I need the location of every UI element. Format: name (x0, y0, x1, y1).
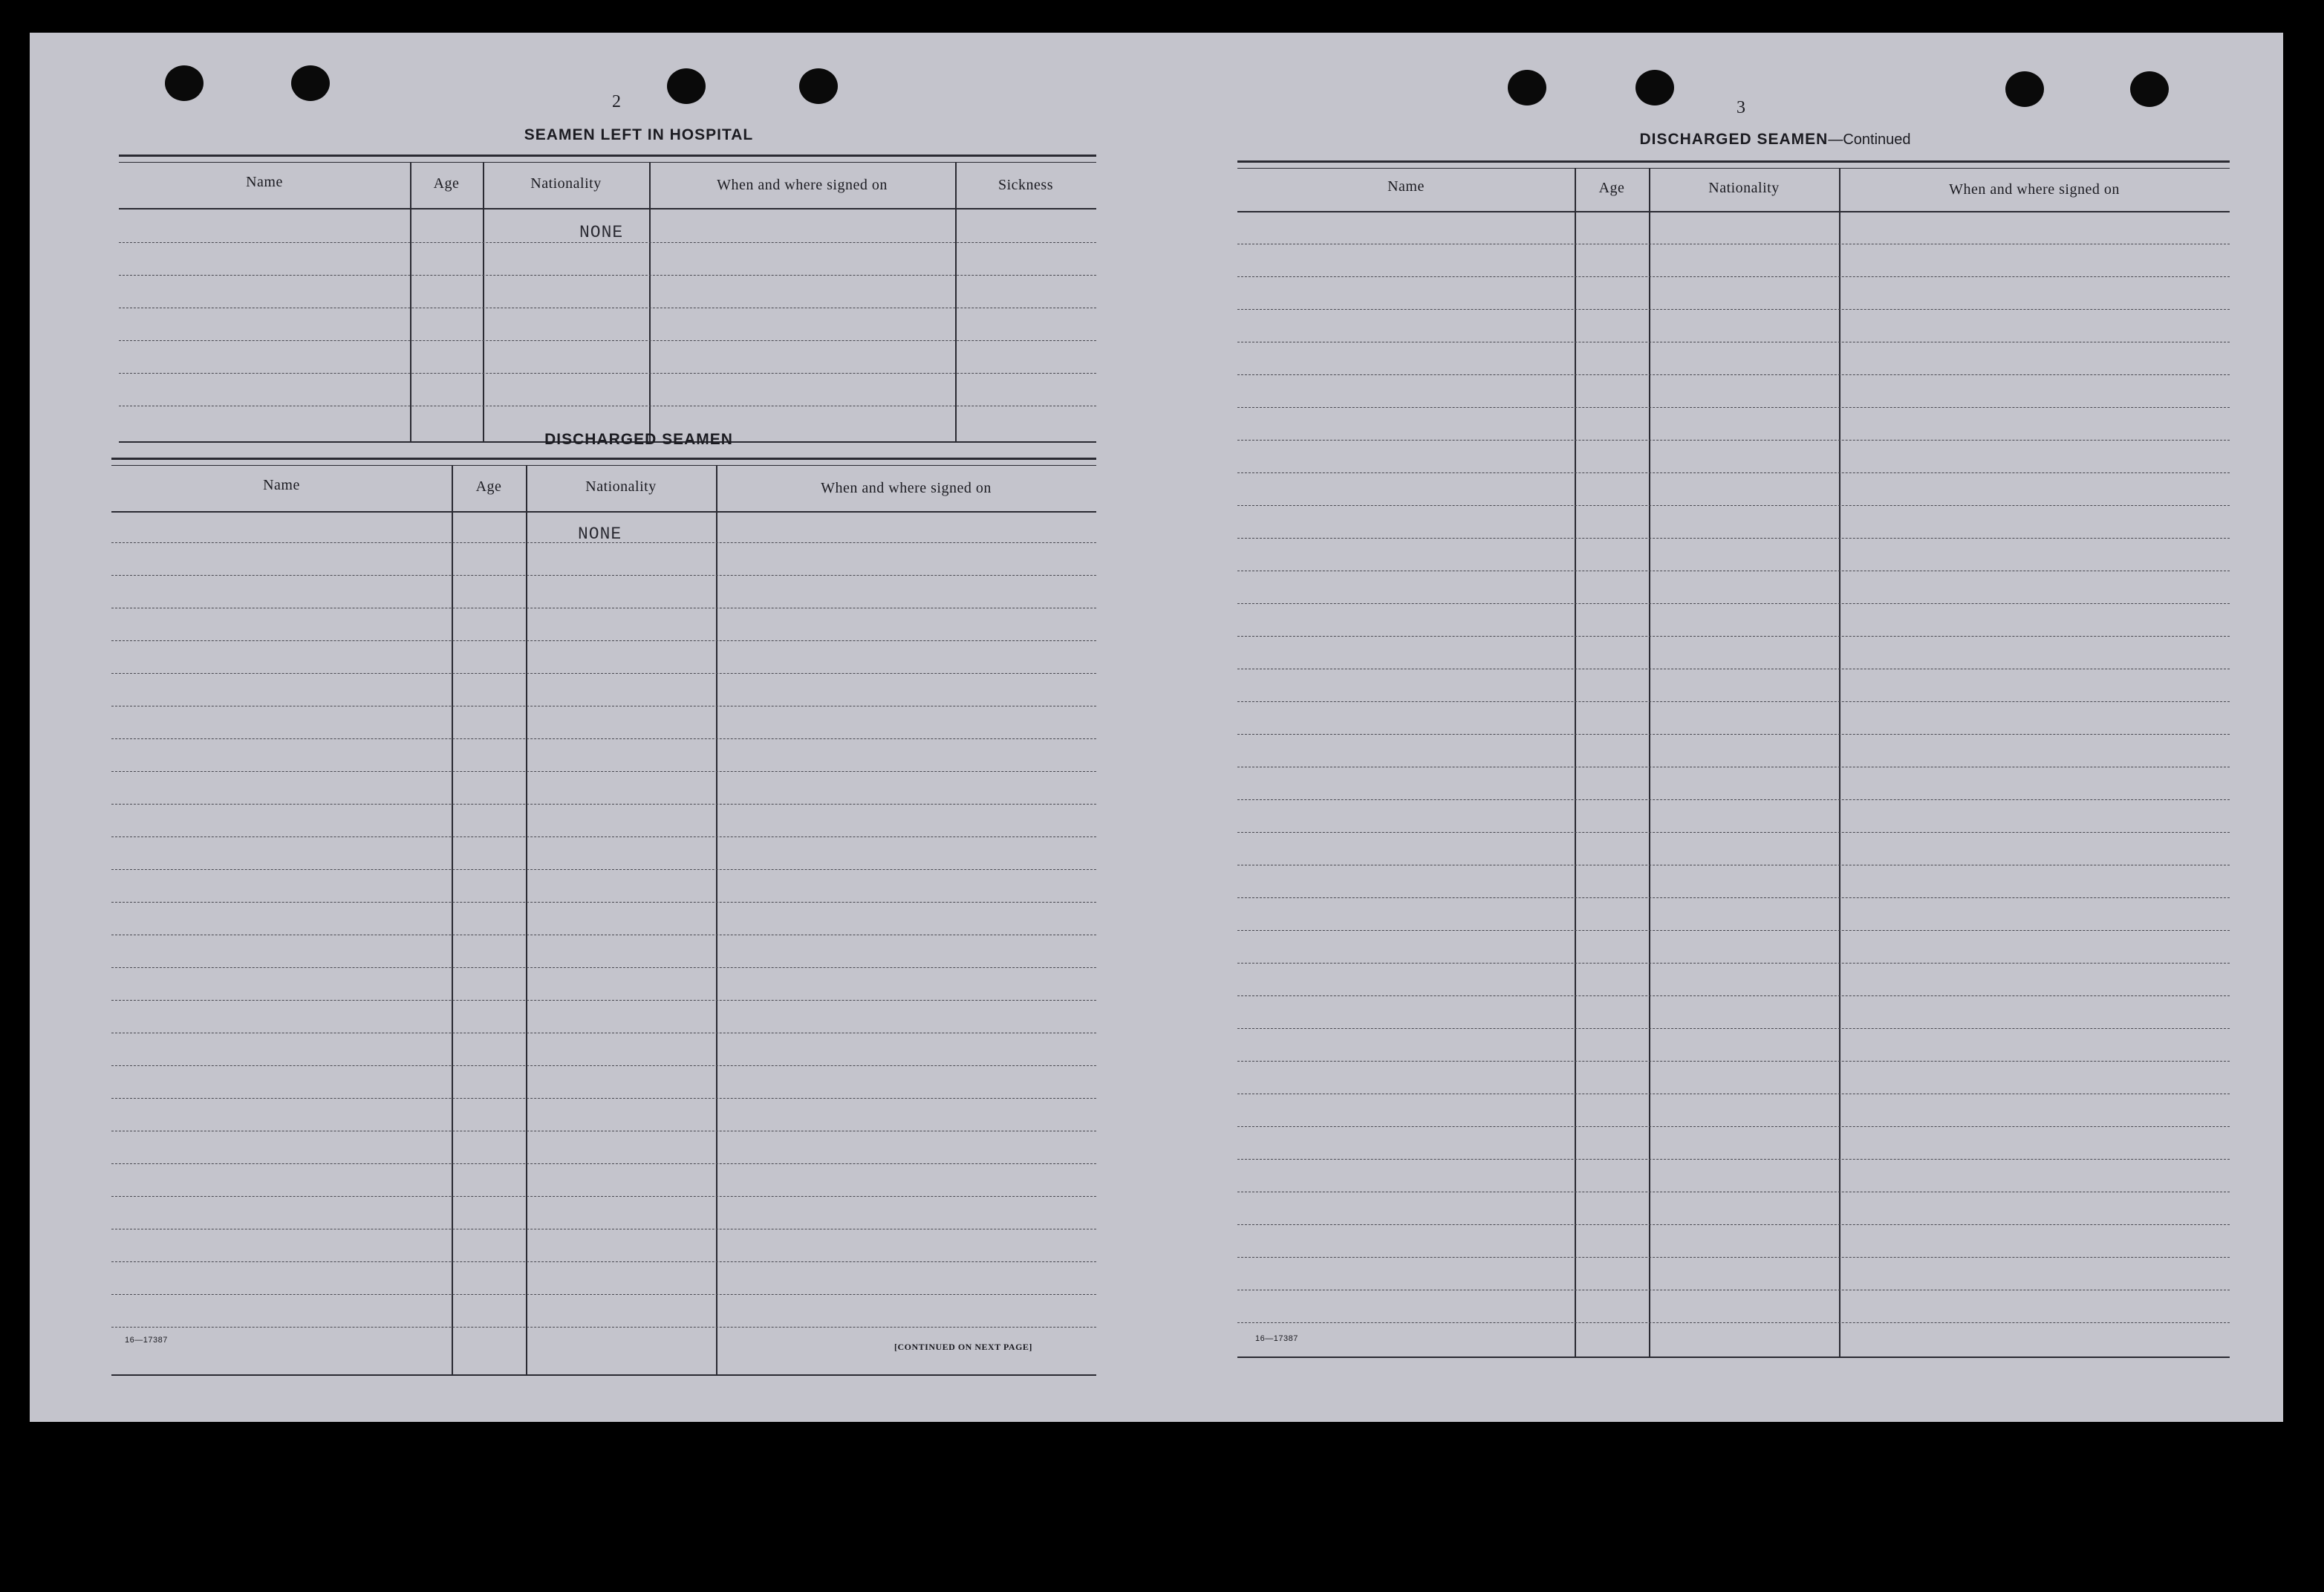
binder-hole (1508, 70, 1546, 105)
column-header-when-where: When and where signed on (821, 480, 992, 496)
column-header-when-where: When and where signed on (717, 177, 888, 193)
column-header-nationality: Nationality (585, 478, 657, 495)
form-number: 16—17387 (125, 1336, 168, 1345)
form-number: 16—17387 (1255, 1334, 1298, 1343)
binder-hole (2005, 71, 2044, 107)
discharged-entry: NONE (578, 524, 622, 544)
discharged-continued-table (1237, 160, 2230, 1361)
binder-hole (165, 65, 204, 101)
discharged-continued-title (1292, 131, 2258, 149)
binder-hole (2130, 71, 2169, 107)
hospital-section-title: SEAMEN LEFT IN HOSPITAL (524, 126, 754, 143)
binder-hole (291, 65, 330, 101)
discharged-section-title: DISCHARGED SEAMEN (544, 431, 733, 448)
column-header-when-where: When and where signed on (1949, 181, 2120, 198)
column-header-age: Age (1598, 180, 1625, 196)
column-header-nationality: Nationality (1708, 180, 1780, 196)
column-header-sickness: Sickness (998, 177, 1053, 193)
continued-note: [CONTINUED ON NEXT PAGE] (894, 1342, 1032, 1352)
page-number: 3 (1737, 98, 1745, 117)
document-sheet (30, 33, 2283, 1422)
column-header-name: Name (263, 477, 300, 493)
binder-hole (799, 68, 838, 104)
page-number: 2 (612, 92, 621, 111)
binder-hole (1635, 70, 1674, 105)
column-header-age: Age (475, 478, 502, 495)
title-suffix: —Continued (1828, 131, 1911, 148)
discharged-table (111, 458, 1096, 1379)
column-header-name: Name (1387, 178, 1425, 195)
title-text: DISCHARGED SEAMEN (1639, 131, 1829, 148)
hospital-entry: NONE (579, 223, 624, 242)
binder-hole (667, 68, 706, 104)
column-header-age: Age (433, 175, 460, 192)
column-header-name: Name (246, 174, 283, 190)
column-header-nationality: Nationality (530, 175, 602, 192)
hospital-table (119, 155, 1096, 444)
